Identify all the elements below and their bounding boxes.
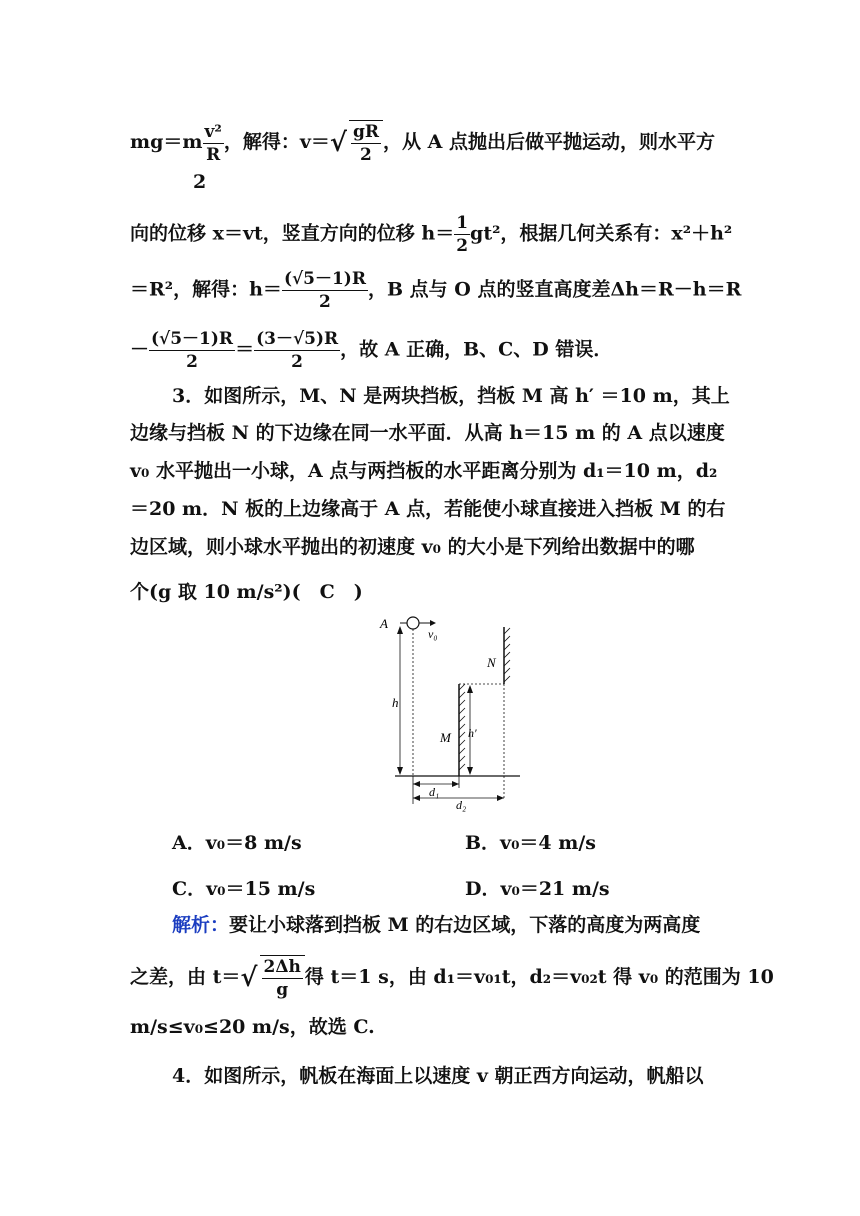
d1-arrow-right	[452, 781, 459, 787]
hp-arrow-bottom	[467, 767, 473, 775]
text-segment: ，故 A 正确，B、C、D 错误．	[340, 338, 613, 361]
h-arrow-top	[397, 626, 403, 634]
text-segment: ，从 A 点抛出后做平抛运动，则水平方	[382, 131, 715, 153]
fraction-numerator: gR	[352, 122, 379, 142]
plate-m-hatch	[459, 684, 465, 770]
text-segment: mg＝m	[130, 131, 203, 153]
option-d: D．v₀＝21 m/s	[465, 878, 610, 900]
fraction-delta-h	[254, 328, 340, 373]
label-d1: d₁	[429, 785, 440, 799]
question3-line-3: v₀ 水平抛出一小球，A 点与两挡板的水平距离分别为 d₁＝10 m，d₂	[130, 460, 718, 482]
solution3-line-2	[130, 955, 774, 1001]
label-h: h	[392, 695, 399, 710]
sqrt-content	[349, 120, 383, 166]
solution-label: 解析：	[172, 914, 230, 936]
question4-line-1: 4．如图所示，帆板在海面上以速度 v 朝正西方向运动，帆船以	[172, 1065, 704, 1087]
fraction-numerator: 2Δh	[263, 957, 301, 977]
prev-solution-line-3	[130, 268, 742, 313]
radical-sign-icon: √	[329, 128, 347, 158]
denominator-two: 2	[193, 171, 207, 193]
h-arrow-bottom	[397, 767, 403, 775]
fraction-denominator: 2	[456, 236, 469, 256]
fraction-denominator: g	[276, 980, 289, 1000]
option-c: C．v₀＝15 m/s	[172, 878, 316, 900]
fraction-denominator: 2	[360, 145, 372, 165]
v0-arrow-head	[430, 620, 436, 626]
fraction-v2-over-R	[203, 121, 224, 166]
fraction-numerator: (3－√5)R	[256, 329, 339, 349]
fraction-denominator: 2	[291, 352, 304, 372]
fraction-numerator: (√5－1)R	[283, 269, 366, 289]
prev-solution-line-1	[130, 120, 730, 166]
fraction-numerator: 1	[456, 213, 469, 233]
option-b: B．v₀＝4 m/s	[465, 832, 596, 854]
prev-solution-line-4	[130, 328, 730, 373]
ball-icon	[407, 617, 419, 629]
fraction-h-value	[282, 268, 368, 313]
label-d2: d₂	[456, 798, 467, 812]
prev-solution-den2	[193, 170, 213, 194]
text-segment: ，解得：v＝	[223, 131, 330, 153]
text-segment: 之差，由 t＝	[130, 966, 241, 988]
d2-arrow-right	[497, 795, 504, 801]
question3-line-6: 个(g 取 10 m/s²)( C )	[130, 581, 363, 603]
option-a: A．v₀＝8 m/s	[172, 832, 302, 854]
fraction-2dh-over-g	[262, 956, 303, 1001]
question3-figure	[370, 612, 530, 812]
label-a: A	[380, 616, 388, 631]
label-m: M	[440, 730, 451, 745]
text-segment: 向的位移 x＝vt，竖直方向的位移 h＝	[130, 222, 455, 245]
sqrt-content	[260, 955, 305, 1001]
fraction-denominator: 2	[186, 352, 198, 372]
fraction-one-half	[454, 212, 470, 257]
label-v0: v₀	[428, 627, 438, 641]
question3-line-4: ＝20 m．N 板的上边缘高于 A 点，若能使小球直接进入挡板 M 的右	[130, 498, 726, 520]
text-segment: gt²，根据几何关系有：x²＋h²	[470, 222, 733, 245]
hp-arrow-top	[467, 685, 473, 693]
question3-line-1: 3．如图所示，M、N 是两块挡板，挡板 M 高 h′ ＝10 m，其上	[172, 385, 730, 407]
radical-sign-icon: √	[240, 963, 258, 993]
text-segment: ，B 点与 O 点的竖直高度差Δh＝R－h＝R	[367, 278, 742, 301]
d1-arrow-left	[413, 781, 420, 787]
fraction-denominator: 2	[319, 292, 331, 312]
solution3-line-1	[172, 913, 772, 937]
fraction-numerator: v²	[204, 121, 222, 142]
text-segment: ＝	[235, 338, 255, 361]
text-segment: ＝R²，解得：h＝	[130, 278, 282, 301]
question3-line-5: 边区域，则小球水平抛出的初速度 v₀ 的大小是下列给出数据中的哪	[130, 536, 695, 558]
text-segment: 得 t＝1 s，由 d₁＝v₀₁t，d₂＝v₀₂t 得 v₀ 的范围为 10	[304, 966, 774, 988]
d2-arrow-left	[413, 795, 420, 801]
text-segment: －	[130, 338, 150, 361]
question3-line-2: 边缘与挡板 N 的下边缘在同一水平面．从高 h＝15 m 的 A 点以速度	[130, 422, 725, 444]
fraction-h-value	[149, 328, 235, 373]
prev-solution-line-2	[130, 212, 733, 257]
fraction-numerator: (√5－1)R	[151, 329, 234, 349]
fraction-denominator: R	[206, 144, 221, 165]
label-n: N	[487, 655, 496, 670]
solution3-line-3: m/s≤v₀≤20 m/s，故选 C.	[130, 1016, 375, 1038]
label-hp: h′	[468, 726, 477, 740]
text-segment: 要让小球落到挡板 M 的右边区域，下落的高度为两高度	[229, 914, 701, 936]
plate-n-hatch	[504, 628, 510, 682]
fraction-gR-over-2	[351, 121, 381, 166]
